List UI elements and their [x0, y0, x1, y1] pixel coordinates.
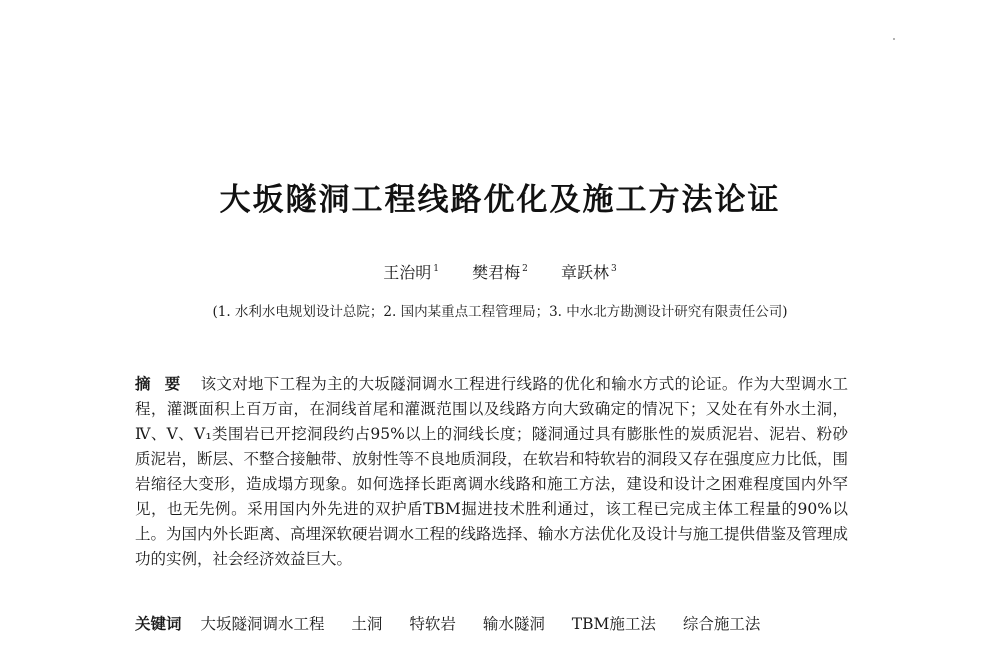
keyword: 综合施工法: [682, 615, 761, 633]
author-1: [383, 260, 439, 283]
paper-title: 大坂隧洞工程线路优化及施工方法论证: [219, 182, 781, 218]
affiliations: (1. 水利水电规划设计总院；2. 国内某重点工程管理局；3. 中水北方勘测设计研究有限责任公司): [212, 304, 788, 320]
abstract-block: [135, 372, 848, 572]
author-list: [0, 260, 1000, 283]
keywords-block: [135, 612, 848, 637]
keyword: TBM施工法: [571, 615, 656, 633]
author-affiliation-mark: 1: [433, 264, 440, 274]
scan-speck: [893, 38, 895, 40]
author-2: [472, 260, 528, 283]
author-3: [561, 260, 617, 283]
keyword: 特软岩: [409, 615, 456, 633]
author-name: 王治明: [383, 263, 432, 282]
author-name: 章跃林: [560, 263, 609, 282]
keyword: 土洞: [351, 615, 383, 633]
keywords-label: 关键词: [135, 615, 182, 633]
author-name: 樊君梅: [472, 263, 521, 282]
abstract-label: 摘要: [135, 375, 195, 393]
author-affiliation-mark: 3: [610, 264, 617, 274]
keyword: 大坂隧洞调水工程: [200, 615, 325, 633]
abstract-text: 该文对地下工程为主的大坂隧洞调水工程进行线路的优化和输水方式的论证。作为大型调水工程，灌溉面积上百万亩，在洞线首尾和灌溉范围以及线路方向大致确定的情况下；又处在有外水土洞，Ⅳ、Ⅴ、Ⅴ₁类围岩已开挖洞段约占95%以上的洞线长度；隧洞通过具有膨胀性的炭质泥岩、泥岩、粉砂质泥岩，断层、不整合接触带、放射性等不良地质洞段，在软岩和特软岩的洞段又存在强度应力比低，围岩缩径大变形，造成塌方现象。如何选择长距离调水线路和施工方法，建设和设计之困难程度国内外罕见，也无先例。采用国内外先进的双护盾TBM掘进技术胜利通过，该工程已完成主体工程量的90%以上。为国内外长距离、高埋深软硬岩调水工程的线路选择、输水方法优化及设计与施工提供借鉴及管理成功的实例，社会经济效益巨大。: [135, 375, 849, 568]
author-affiliation-mark: 2: [522, 264, 528, 274]
keyword: 输水隧洞: [482, 615, 545, 633]
